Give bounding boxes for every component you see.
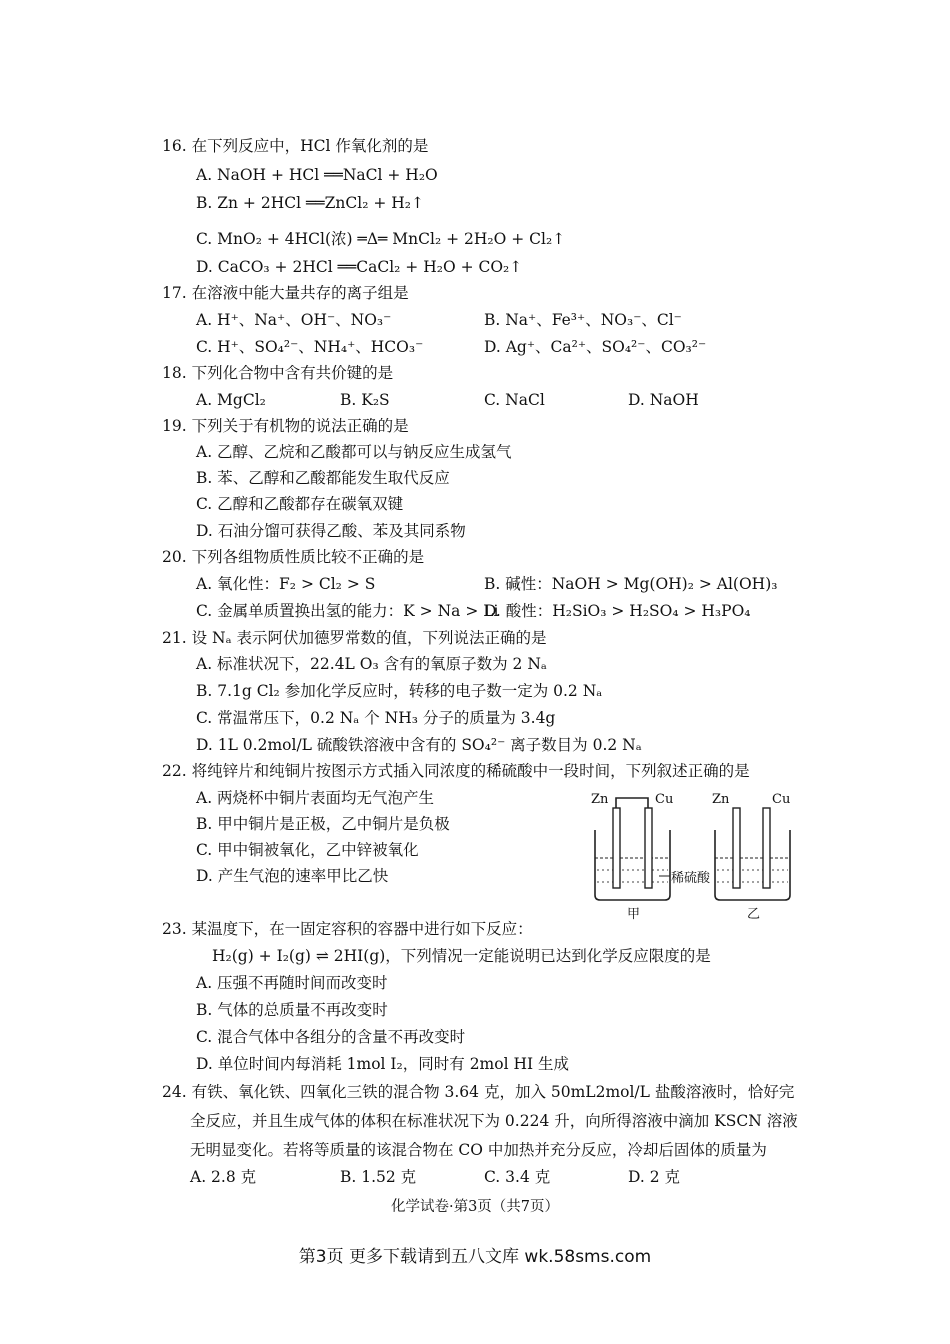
label-jia: 甲: [627, 907, 641, 922]
q17-option-a: A. H⁺、Na⁺、OH⁻、NO₃⁻: [196, 311, 392, 329]
q17-stem: 17. 在溶液中能大量共存的离子组是: [162, 284, 409, 302]
q18-option-c: C. NaCl: [484, 391, 545, 409]
q23-option-a: A. 压强不再随时间而改变时: [196, 974, 388, 992]
q23-option-b: B. 气体的总质量不再改变时: [196, 1001, 388, 1019]
q16-option-b: B. Zn + 2HCl ══ZnCl₂ + H₂↑: [196, 194, 424, 212]
q21-option-d: D. 1L 0.2mol/L 硫酸铁溶液中含有的 SO₄²⁻ 离子数目为 0.2 Nₐ: [196, 736, 642, 754]
q18-option-a: A. MgCl₂: [196, 391, 266, 409]
q22-stem: 22. 将纯锌片和纯铜片按图示方式插入同浓度的稀硫酸中一段时间，下列叙述正确的是: [162, 762, 750, 780]
galvanic-cell-figure: [585, 790, 800, 920]
q17-option-d: D. Ag⁺、Ca²⁺、SO₄²⁻、CO₃²⁻: [484, 338, 707, 356]
q19-stem: 19. 下列关于有机物的说法正确的是: [162, 417, 409, 435]
download-note: 第3页 更多下载请到五八文库 wk.58sms.com: [298, 1247, 652, 1267]
q18-option-d: D. NaOH: [628, 391, 699, 409]
q24-stem-line1: 24. 有铁、氧化铁、四氧化三铁的混合物 3.64 克，加入 50mL2mol/L 盐酸溶液时，恰好完: [162, 1083, 795, 1101]
q24-option-d: D. 2 克: [628, 1168, 681, 1186]
q21-stem: 21. 设 Nₐ 表示阿伏加德罗常数的值，下列说法正确的是: [162, 629, 547, 647]
label-cu-jia: Cu: [655, 792, 674, 807]
q17-option-b: B. Na⁺、Fe³⁺、NO₃⁻、Cl⁻: [484, 311, 682, 329]
q22-option-b: B. 甲中铜片是正极，乙中铜片是负极: [196, 815, 450, 833]
q16-option-a: A. NaOH + HCl ══NaCl + H₂O: [196, 166, 438, 184]
q20-stem: 20. 下列各组物质性质比较不正确的是: [162, 548, 425, 566]
q19-option-d: D. 石油分馏可获得乙酸、苯及其同系物: [196, 522, 466, 540]
q24-option-a: A. 2.8 克: [190, 1168, 257, 1186]
q20-option-c: C. 金属单质置换出氢的能力：K > Na > Li: [196, 602, 499, 620]
q22-option-c: C. 甲中铜被氧化，乙中锌被氧化: [196, 841, 419, 859]
q21-option-c: C. 常温常压下，0.2 Nₐ 个 NH₃ 分子的质量为 3.4g: [196, 709, 556, 727]
q22-option-a: A. 两烧杯中铜片表面均无气泡产生: [196, 789, 435, 807]
q19-option-a: A. 乙醇、乙烷和乙酸都可以与钠反应生成氢气: [196, 443, 512, 461]
q20-option-d: D. 酸性：H₂SiO₃ > H₂SO₄ > H₃PO₄: [484, 602, 751, 620]
beaker-yi: [715, 808, 790, 900]
q18-option-b: B. K₂S: [340, 391, 390, 409]
q19-option-b: B. 苯、乙醇和乙酸都能发生取代反应: [196, 469, 450, 487]
q16-option-d: D. CaCO₃ + 2HCl ══CaCl₂ + H₂O + CO₂↑: [196, 258, 523, 276]
label-zn-jia: Zn: [591, 792, 609, 807]
q20-option-a: A. 氧化性：F₂ > Cl₂ > S: [196, 575, 376, 593]
q16-option-c: C. MnO₂ + 4HCl(浓) ═Δ═ MnCl₂ + 2H₂O + Cl₂↑: [196, 230, 566, 248]
q21-option-a: A. 标准状况下，22.4L O₃ 含有的氧原子数为 2 Nₐ: [196, 655, 547, 673]
label-cu-yi: Cu: [772, 792, 791, 807]
q17-option-c: C. H⁺、SO₄²⁻、NH₄⁺、HCO₃⁻: [196, 338, 424, 356]
beaker-jia: [595, 798, 670, 900]
q23-option-c: C. 混合气体中各组分的含量不再改变时: [196, 1028, 466, 1046]
q16-stem: 16. 在下列反应中，HCl 作氧化剂的是: [162, 137, 429, 155]
q24-option-b: B. 1.52 克: [340, 1168, 417, 1186]
q24-stem-line3: 无明显变化。若将等质量的该混合物在 CO 中加热并充分反应，冷却后固体的质量为: [190, 1141, 767, 1159]
q20-option-b: B. 碱性：NaOH > Mg(OH)₂ > Al(OH)₃: [484, 575, 778, 593]
label-zn-yi: Zn: [712, 792, 730, 807]
q24-stem-line2: 全反应，并且生成气体的体积在标准状况下为 0.224 升，向所得溶液中滴加 KSCN 溶液: [190, 1112, 798, 1130]
q23-option-d: D. 单位时间内每消耗 1mol I₂，同时有 2mol HI 生成: [196, 1055, 570, 1073]
page-footer: 化学试卷·第3页（共7页）: [390, 1199, 560, 1215]
q21-option-b: B. 7.1g Cl₂ 参加化学反应时，转移的电子数一定为 0.2 Nₐ: [196, 682, 603, 700]
q23-stem: 23. 某温度下，在一固定容积的容器中进行如下反应：: [162, 920, 533, 938]
q18-stem: 18. 下列化合物中含有共价键的是: [162, 364, 394, 382]
q24-option-c: C. 3.4 克: [484, 1168, 551, 1186]
q23-equation: H₂(g) + I₂(g) ⇌ 2HI(g)，下列情况一定能说明已达到化学反应限度的是: [212, 947, 711, 965]
q22-option-d: D. 产生气泡的速率甲比乙快: [196, 867, 389, 885]
q19-option-c: C. 乙醇和乙酸都存在碳氧双键: [196, 495, 404, 513]
label-dilute-sulfuric-acid: 稀硫酸: [671, 867, 710, 886]
beakers-diagram: [585, 790, 800, 920]
label-yi: 乙: [747, 907, 761, 922]
